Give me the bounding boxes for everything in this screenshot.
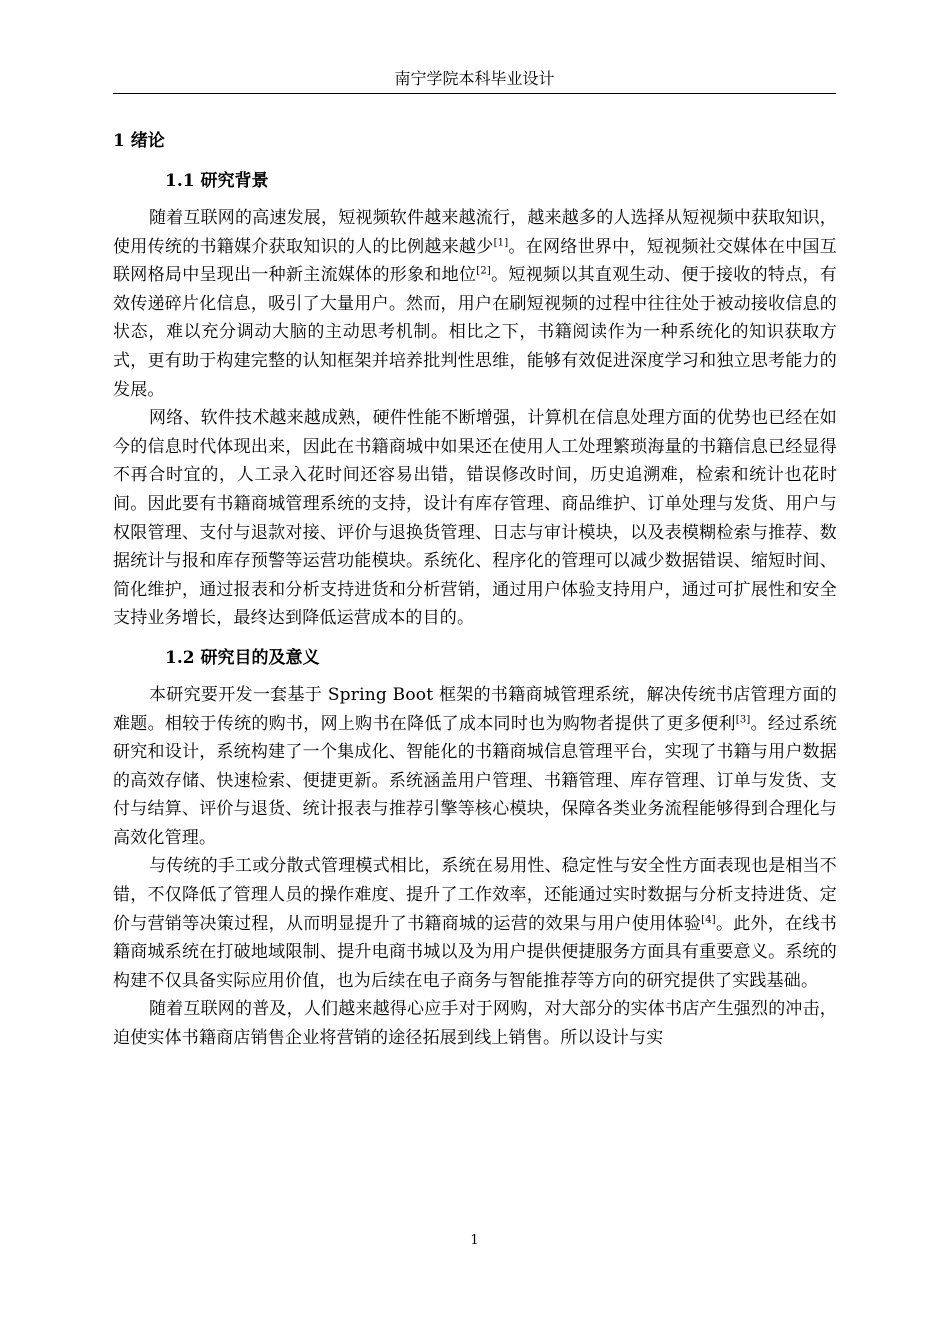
paragraph-text: 随着互联网的高速发展，短视频软件越来越流行，越来越多的人选择从短视频中获取知识，使用传统的书籍媒介获取知识的人的比例越来越少 (113, 208, 837, 257)
paragraph-text: 。在网络世界中，短视频社交媒体在中国互联网格局中呈现出一种新主流媒体的形象和地位 (113, 236, 837, 286)
paragraph-text: 随着互联网的普及，人们越来越得心应手对于网购，对大部分的实体书店产生强烈的冲击，迫使实体书籍商店销售企业将营销的途径拓展到线上销售。所以设计与实 (113, 999, 837, 1049)
citation-marker: [3] (735, 713, 751, 725)
page-content (113, 126, 837, 1053)
citation-marker: [1] (493, 236, 509, 248)
section-heading-1-1: 1.1 研究背景 (165, 171, 269, 191)
paragraph (113, 995, 837, 1052)
citation-marker: [2] (476, 265, 492, 277)
page-number: 1 (470, 1233, 479, 1248)
paragraph-text: 。经过系统研究和设计，系统构建了一个集成化、智能化的书籍商城信息管理平台，实现了书籍与用户数据的高效存储、快速检索、便捷更新。系统涵盖用户管理、书籍管理、库存管理、订单与发货、支付与结算、评价与退货、统计报表与推荐引擎等核心模块，保障各类业务流程能够得到合理化与高效化管理。 (113, 713, 838, 848)
section-heading-1-2: 1.2 研究目的及意义 (165, 647, 320, 668)
paragraph (113, 852, 837, 995)
paragraph-text: 与传统的手工或分散式管理模式相比，系统在易用性、稳定性与安全性方面表现也是相当不错，不仅降低了管理人员的操作难度、提升了工作效率，还能通过实时数据与分析支持进货、定价与营销等决策过程，从而明显提升了书籍商城的运营的效果与用户使用体验 (113, 856, 837, 934)
paragraph (113, 204, 837, 404)
paragraph-text: 。此外，在线书籍商城系统在打破地域限制、提升电商书城以及为用户提供便捷服务方面具有重要意义。系统的构建不仅具备实际应用价值，也为后续在电子商务与智能推荐等方向的研究提供了实践基础。 (113, 913, 837, 991)
running-header: 南宁学院本科毕业设计 (394, 69, 555, 88)
paragraph-text: 本研究要开发一套基于 Spring Boot 框架的书籍商城管理系统，解决传统书店管理方面的难题。相较于传统的购书，网上购书在降低了成本同时也为购物者提供了更多便利 (113, 684, 837, 734)
citation-marker: [4] (701, 914, 716, 925)
paragraph-text: 。短视频以其直观生动、便于接收的特点，有效传递碎片化信息，吸引了大量用户。然而，用户在刷短视频的过程中往往处于被动接收信息的状态，难以充分调动大脑的主动思考机制。相比之下，书籍阅读作为一种系统化的知识获取方式，更有助于构建完整的认知框架并培养批判性思维，能够有效促进深度学习和独立思考能力的发展。 (113, 265, 837, 400)
header-rule (113, 93, 836, 94)
paragraph (113, 681, 837, 853)
paragraph (113, 404, 837, 633)
paragraph-text: 网络、软件技术越来越成熟，硬件性能不断增强，计算机在信息处理方面的优势也已经在如今的信息时代体现出来，因此在书籍商城中如果还在使用人工处理繁琐海量的书籍信息已经显得不再合时宜的，人工录入花时间还容易出错，错误修改时间，历史追溯难，检索和统计也花时间。因此要有书籍商城管理系统的支持，设计有库存管理、商品维护、订单处理与发货、用户与权限管理、支付与退款对接、评价与退换货管理、日志与审计模块，以及表模糊检索与推荐、数据统计与报和库存预警等运营功能模块。系统化、程序化的管理可以减少数据错误、缩短时间、简化维护，通过报表和分析支持进货和分析营销，通过用户体验支持用户，通过可扩展性和安全支持业务增长，最终达到降低运营成本的目的。 (113, 408, 837, 629)
chapter-heading: 1 绪论 (113, 131, 165, 151)
